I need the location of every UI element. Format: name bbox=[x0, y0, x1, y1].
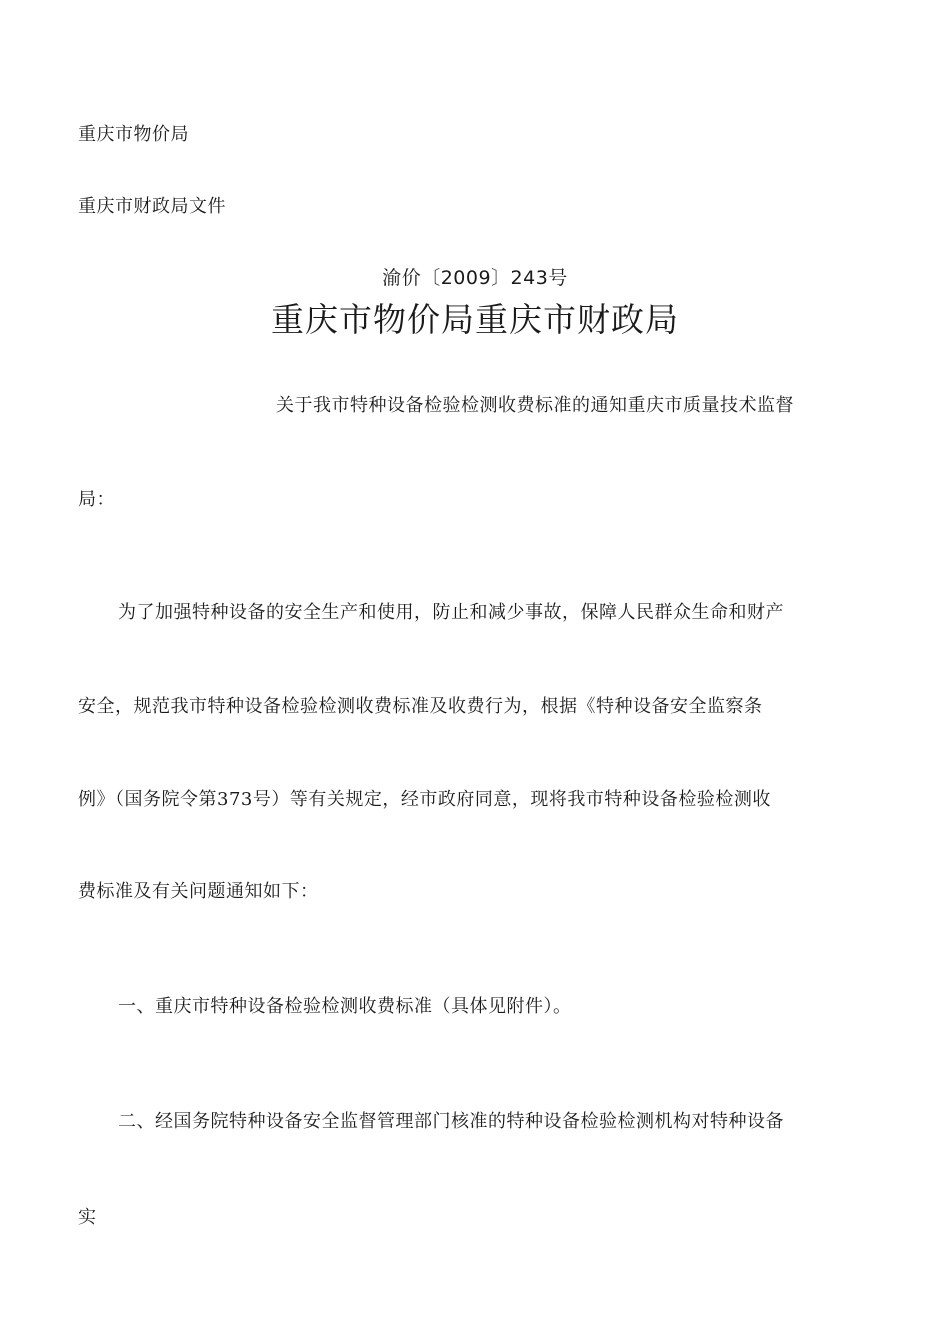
document-number: 渝价〔2009〕243号 bbox=[382, 267, 568, 289]
document-subject: 关于我市特种设备检验检测收费标准的通知重庆市质量技术监督 bbox=[276, 395, 794, 416]
item-1: 一、重庆市特种设备检验检测收费标准（具体见附件）。 bbox=[118, 996, 572, 1017]
recipient-line: 局： bbox=[78, 489, 115, 510]
paragraph-1-line-1: 为了加强特种设备的安全生产和使用，防止和减少事故，保障人民群众生命和财产 bbox=[118, 602, 784, 623]
item-2-line-1: 二、经国务院特种设备安全监督管理部门核准的特种设备检验检测机构对特种设备 bbox=[118, 1111, 784, 1132]
item-2-line-2: 实 bbox=[78, 1207, 97, 1228]
issuer-line-1: 重庆市物价局 bbox=[78, 124, 189, 145]
issuer-line-2: 重庆市财政局文件 bbox=[78, 196, 226, 217]
paragraph-1-line-4: 费标准及有关问题通知如下： bbox=[78, 881, 319, 902]
paragraph-1-line-3: 例》（国务院令第373号）等有关规定，经市政府同意，现将我市特种设备检验检测收 bbox=[78, 789, 771, 810]
paragraph-1-line-2: 安全，规范我市特种设备检验检测收费标准及收费行为，根据《特种设备安全监察条 bbox=[78, 696, 763, 717]
document-title: 重庆市物价局重庆市财政局 bbox=[271, 300, 679, 339]
